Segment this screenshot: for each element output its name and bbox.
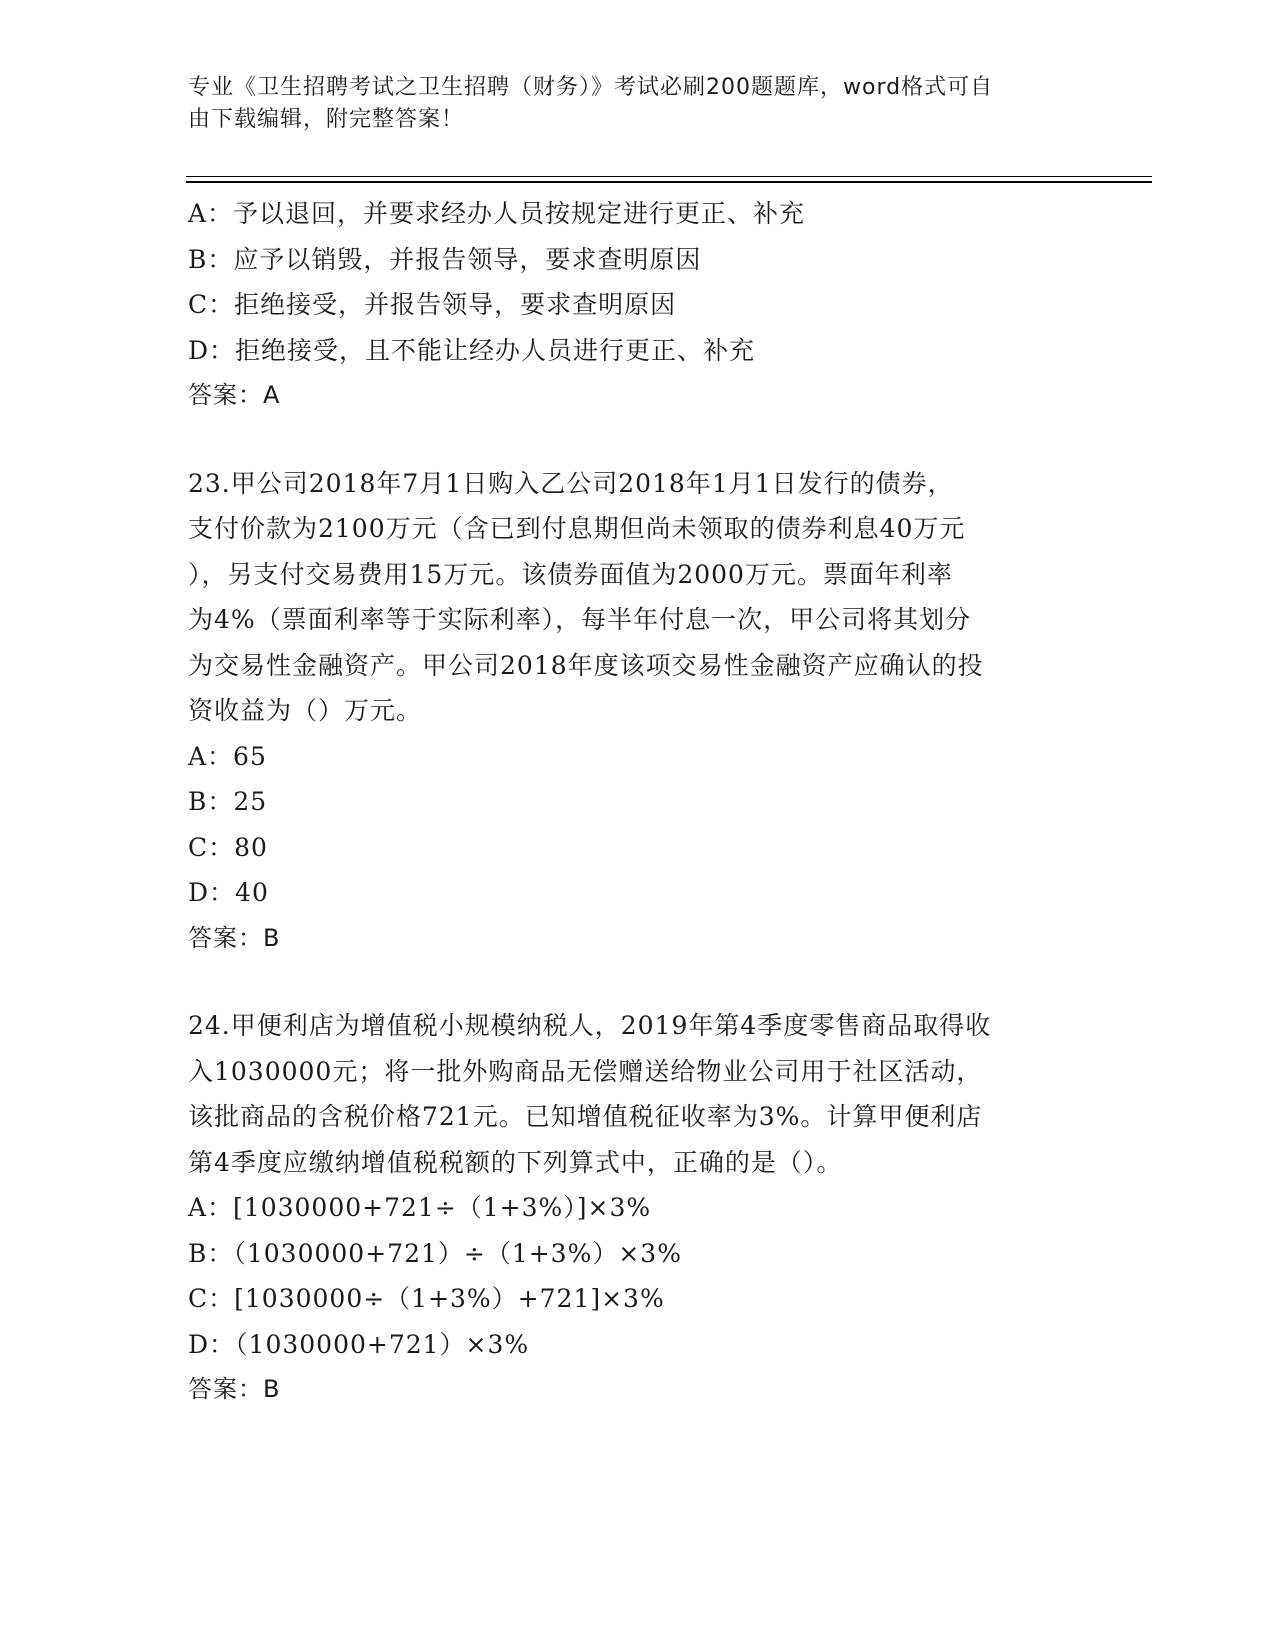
question-24 [188, 1003, 1088, 1413]
option-b: B：应予以销毁，并报告领导，要求查明原因 [188, 244, 702, 274]
question-stem-line: ），另支付交易费用15万元。该债券面值为2000万元。票面年利率 [188, 559, 953, 589]
question-stem-line: 为交易性金融资产。甲公司2018年度该项交易性金融资产应确认的投 [188, 650, 984, 680]
option-d: D：40 [188, 878, 269, 907]
option-c: C：拒绝接受，并报告领导，要求查明原因 [188, 290, 677, 319]
document-body [188, 191, 1088, 1413]
question-stem-line: 第4季度应缴纳增值税税额的下列算式中，正确的是（）。 [188, 1147, 843, 1177]
answer-line: 答案：B [188, 923, 281, 952]
header-divider-thick [186, 181, 1152, 183]
document-header [188, 72, 1068, 136]
header-line-1: 专业《卫生招聘考试之卫生招聘（财务）》考试必刷200题题库，word格式可自 [188, 75, 994, 100]
option-a: A：[1030000+721÷（1+3%）]×3% [188, 1193, 652, 1222]
spacer [188, 419, 1088, 461]
question-stem-line: 23.甲公司2018年7月1日购入乙公司2018年1月1日发行的债券， [188, 468, 954, 498]
question-stem-line: 入1030000元；将一批外购商品无偿赠送给物业公司用于社区活动， [188, 1056, 983, 1086]
option-a: A：65 [188, 741, 267, 771]
answer-line: 答案：A [188, 381, 281, 409]
question-22-continued [188, 191, 1088, 419]
option-d: D：拒绝接受，且不能让经办人员进行更正、补充 [188, 335, 756, 365]
answer-line: 答案：B [188, 1375, 281, 1403]
question-stem-line: 支付价款为2100万元（含已到付息期但尚未领取的债券利息40万元 [188, 514, 966, 543]
option-b: B：（1030000+721）÷（1+3%）×3% [188, 1238, 682, 1268]
question-stem-line: 资收益为（）万元。 [188, 696, 423, 725]
option-b: B：25 [188, 787, 268, 816]
option-a: A：予以退回，并要求经办人员按规定进行更正、补充 [188, 199, 806, 228]
spacer [188, 961, 1088, 1003]
question-stem-line: 为4%（票面利率等于实际利率），每半年付息一次，甲公司将其划分 [188, 605, 972, 634]
header-line-2: 由下载编辑，附完整答案！ [188, 107, 465, 132]
header-divider-thin [186, 176, 1152, 177]
question-23 [188, 461, 1088, 962]
option-c: C：[1030000÷（1+3%）+721]×3% [188, 1284, 665, 1313]
option-d: D：（1030000+721）×3% [188, 1329, 530, 1359]
question-stem-line: 24.甲便利店为增值税小规模纳税人，2019年第4季度零售商品取得收 [188, 1011, 992, 1040]
question-stem-line: 该批商品的含税价格721元。已知增值税征收率为3%。计算甲便利店 [188, 1102, 983, 1131]
option-c: C：80 [188, 832, 268, 862]
